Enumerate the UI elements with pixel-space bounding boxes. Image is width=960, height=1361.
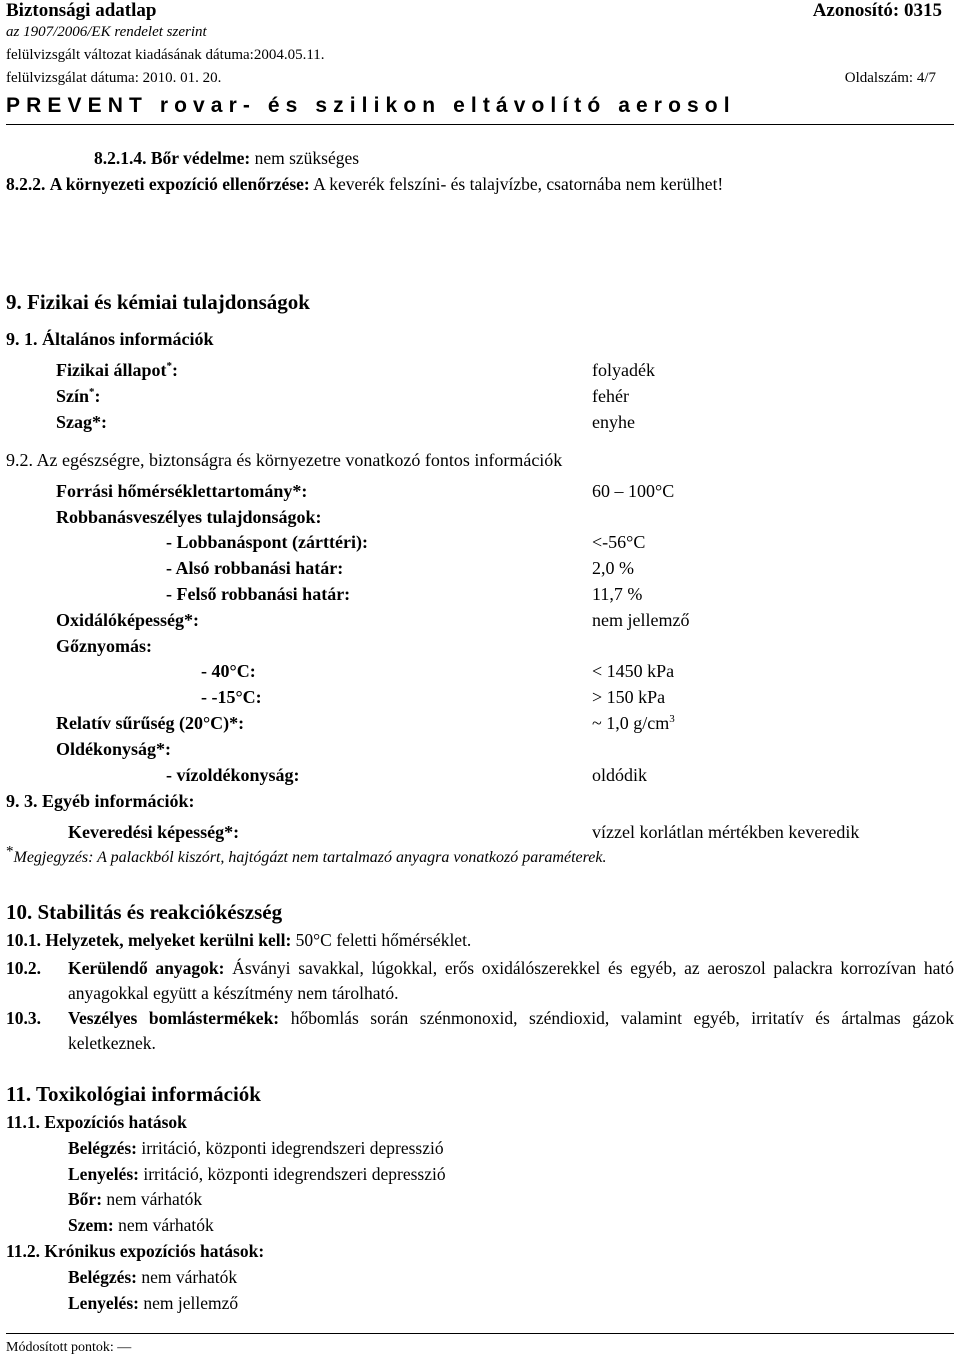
vapor-40c-label: - 40°C: <box>201 661 256 681</box>
flash-point-value: <-56°C <box>592 532 646 552</box>
vapor-pressure-label: Gőznyomás: <box>56 636 152 656</box>
vapor-40c-value: < 1450 kPa <box>592 661 675 681</box>
chronic-effects-title: 11.2. Krónikus expozíciós hatások: <box>6 1241 265 1261</box>
lower-explosion-limit-label: - Alsó robbanási határ: <box>166 558 344 578</box>
physical-state-label: Fizikai állapot*: <box>56 360 179 380</box>
flash-point-label: - Lobbanáspont (zárttéri): <box>166 532 368 552</box>
revision-issue-date: felülvizsgált változat kiadásának dátuma:2004.05.11. <box>6 47 325 63</box>
vapor-minus15c-value: > 150 kPa <box>592 687 666 707</box>
conditions-to-avoid-label: Helyzetek, melyeket kerülni kell: <box>45 930 292 950</box>
chronic-ingestion-line: Lenyelés: nem jellemző <box>68 1293 239 1313</box>
health-safety-title: 9.2. Az egészségre, biztonságra és környezetre vonatkozó fontos információk <box>6 450 563 470</box>
section-9-title: 9. Fizikai és kémiai tulajdonságok <box>6 290 310 314</box>
color-value: fehér <box>592 386 629 406</box>
skin-protection-value: nem szükséges <box>254 148 360 168</box>
miscibility-value: vízzel korlátlan mértékben keveredik <box>592 822 860 842</box>
miscibility-label: Keveredési képesség*: <box>68 822 240 842</box>
regulation-reference: az 1907/2006/EK rendelet szerint <box>6 24 207 40</box>
conditions-to-avoid-line: 10.1. Helyzetek, melyeket kerülni kell: 50°C feletti hőmérséklet. <box>6 930 472 950</box>
document-title: Biztonsági adatlap <box>6 0 157 21</box>
odor-value: enyhe <box>592 412 635 432</box>
water-solubility-value: oldódik <box>592 765 648 785</box>
boiling-range-value: 60 – 100°C <box>592 481 675 501</box>
product-name: PREVENT rovar- és szilikon eltávolító aerosol <box>6 94 736 117</box>
vapor-minus15c-label: - -15°C: <box>201 687 262 707</box>
oxidizing-label: Oxidálóképesség*: <box>56 610 200 630</box>
header-divider <box>6 124 954 125</box>
chronic-inhalation-line: Belégzés: nem várhatók <box>68 1267 238 1287</box>
modified-points-note: Módosított pontok: — <box>6 1340 132 1355</box>
decomposition-products-paragraph: 10.3. Veszélyes bomlástermékek: hőbomlás során szénmonoxid, széndioxid, valamint egyéb, irritatív és ártalmas gázok keletkeznek. <box>6 1008 955 1053</box>
section-10-title: 10. Stabilitás és reakciókészség <box>6 900 283 924</box>
water-solubility-label: - vízoldékonyság: <box>166 765 300 785</box>
upper-explosion-limit-label: - Felső robbanási határ: <box>166 584 351 604</box>
lower-explosion-limit-value: 2,0 % <box>592 558 634 578</box>
solubility-label: Oldékonyság*: <box>56 739 172 759</box>
decomposition-products-text: hőbomlás során szénmonoxid, széndioxid, valamint egyéb, irritatív és ártalmas gázok keletkeznek. <box>68 1008 955 1053</box>
physical-state-value: folyadék <box>592 360 655 380</box>
materials-to-avoid-paragraph: 10.2. Kerülendő anyagok: Ásványi savakkal, lúgokkal, erős oxidálószerekkel és egyéb, az aeroszol palackra korrozívan ható anyagokkal együtt a készítmény nem tárolható. <box>6 958 955 1003</box>
env-exposure-line <box>6 174 723 195</box>
materials-to-avoid-text: Ásványi savakkal, lúgokkal, erős oxidálószerekkel és egyéb, az aeroszol palackra korrozívan ható anyagokkal együtt a készítmény nem tárolható. <box>68 958 955 1003</box>
decomposition-products-label: Veszélyes bomlástermékek: <box>68 1008 280 1028</box>
footnote: *Megjegyzés: A palackból kiszórt, hajtógázt nem tartalmazó anyagra vonatkozó paraméterek. <box>6 843 607 866</box>
other-info-title: 9. 3. Egyéb információk: <box>6 791 195 811</box>
document-identifier: Azonosító: 0315 <box>812 0 942 21</box>
env-exposure-label: A környezeti expozíció ellenőrzése: <box>49 174 310 194</box>
acute-inhalation-line: Belégzés: irritáció, központi idegrendszeri depresszió <box>68 1138 444 1158</box>
revision-date: felülvizsgálat dátuma: 2010. 01. 20. <box>6 70 222 86</box>
relative-density-value: ~ 1,0 $g/cm^3$ <box>592 713 675 733</box>
oxidizing-value: nem jellemző <box>592 610 690 630</box>
conditions-to-avoid-value: 50°C feletti hőmérséklet. <box>295 930 472 950</box>
skin-protection-line <box>94 148 359 169</box>
env-exposure-num: 8.2.2. <box>6 174 46 194</box>
skin-protection-num: 8.2.1.4. <box>94 148 147 168</box>
env-exposure-value: A keverék felszíni- és talajvízbe, csatornába nem kerülhet! <box>313 174 724 194</box>
odor-label: Szag*: <box>56 412 107 432</box>
relative-density-label: Relatív sűrűség (20°C)*: <box>56 713 245 733</box>
section-11-title: 11. Toxikológiai információk <box>6 1082 261 1106</box>
materials-to-avoid-label: Kerülendő anyagok: <box>68 958 225 978</box>
explosive-properties-label: Robbanásveszélyes tulajdonságok: <box>56 507 322 527</box>
footer-divider <box>6 1333 954 1334</box>
acute-ingestion-line: Lenyelés: irritáció, központi idegrendszeri depresszió <box>68 1164 446 1184</box>
page-number: Oldalszám: 4/7 <box>844 70 936 86</box>
upper-explosion-limit-value: 11,7 % <box>592 584 643 604</box>
skin-protection-label: Bőr védelme: <box>150 148 251 168</box>
general-info-title: 9. 1. Általános információk <box>6 329 214 349</box>
acute-eye-line: Szem: nem várhatók <box>68 1215 214 1235</box>
color-label: Szín*: <box>56 386 101 406</box>
boiling-range-label: Forrási hőmérséklettartomány*: <box>56 481 308 501</box>
acute-skin-line: Bőr: nem várhatók <box>68 1189 203 1209</box>
exposure-effects-title: 11.1. Expozíciós hatások <box>6 1112 187 1132</box>
